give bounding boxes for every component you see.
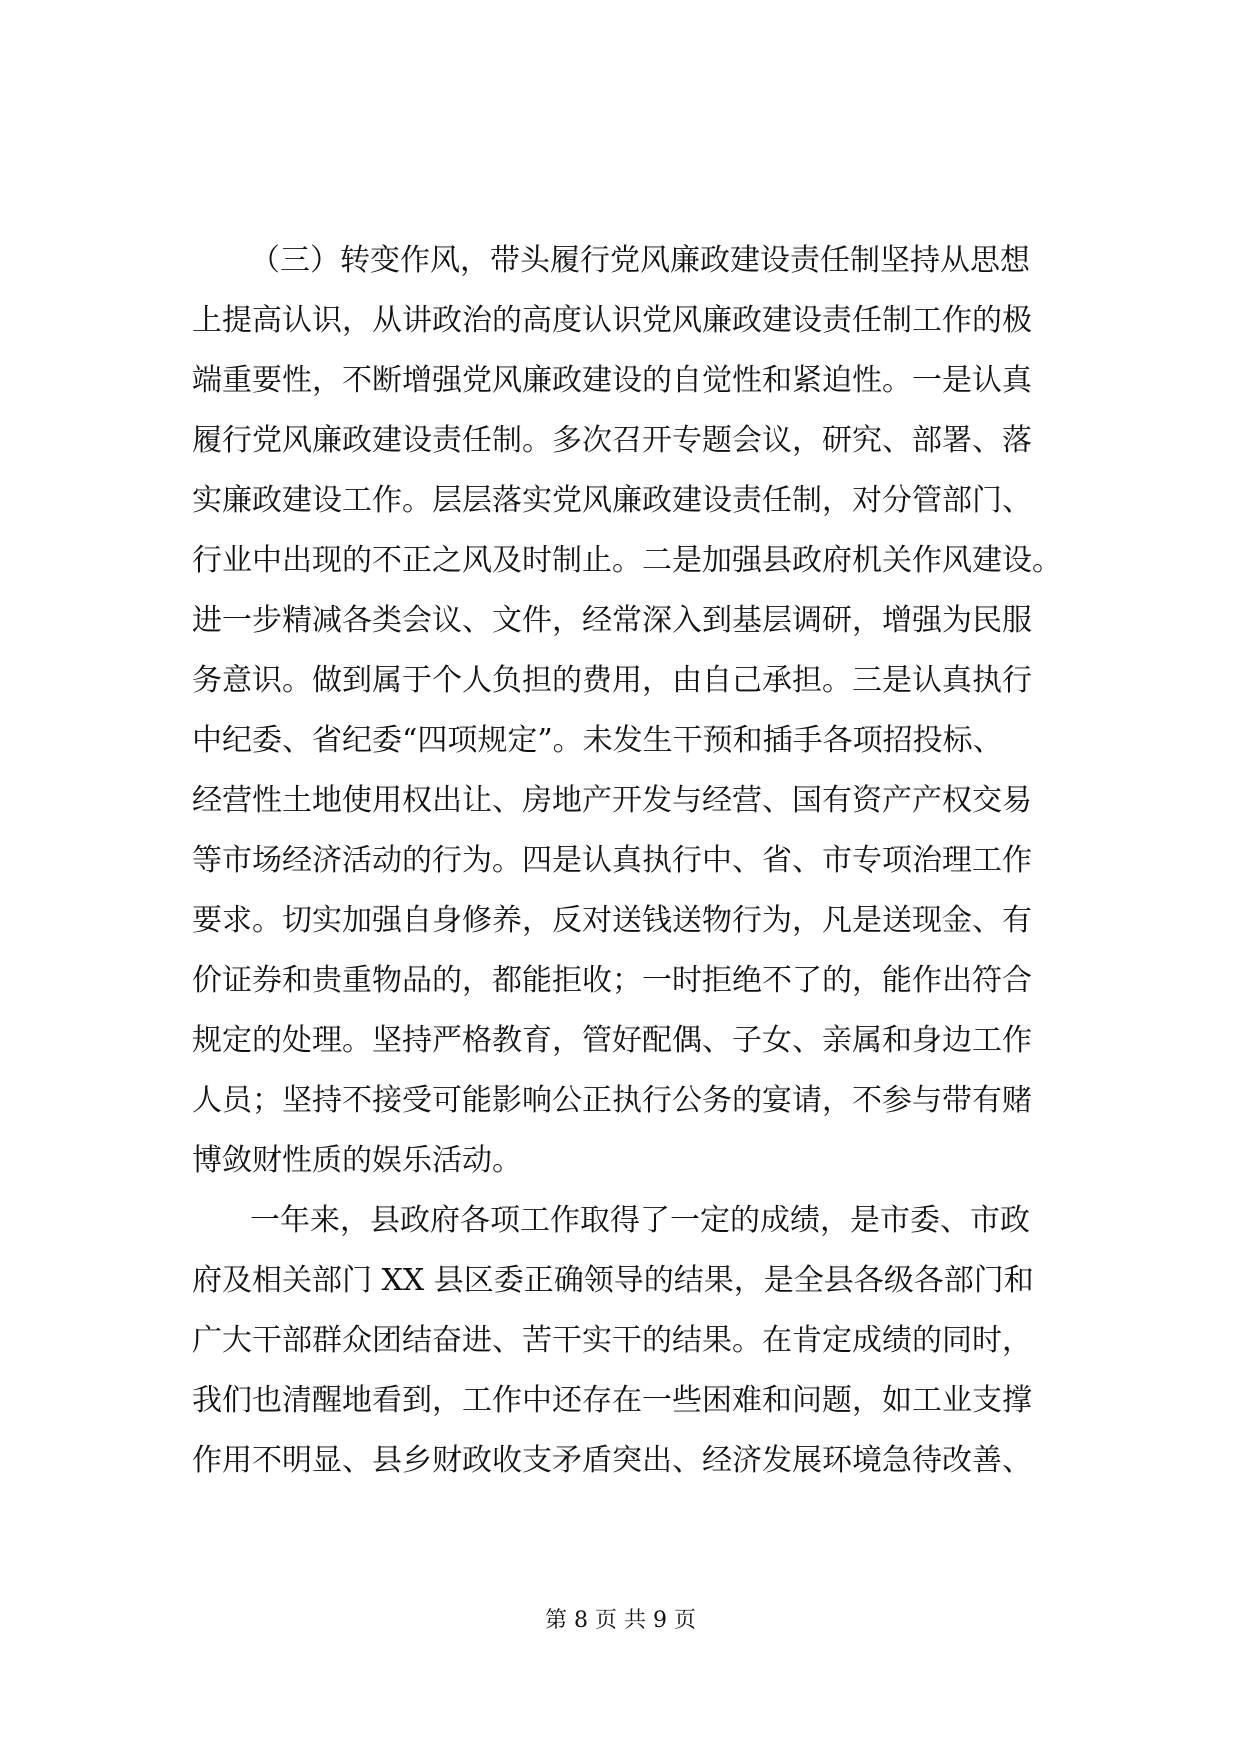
- paragraph-line: 要求。切实加强自身修养，反对送钱送物行为，凡是送现金、有: [192, 903, 1032, 938]
- paragraph-line: 等市场经济活动的行为。四是认真执行中、省、市专项治理工作: [192, 843, 1032, 878]
- paragraph-line: 进一步精减各类会议、文件，经常深入到基层调研，增强为民服: [192, 603, 1032, 638]
- paragraph-line: 行业中出现的不正之风及时制止。二是加强县政府机关作风建设。: [192, 543, 1062, 578]
- paragraph-line: 一年来，县政府各项工作取得了一定的成绩，是市委、市政: [250, 1203, 1030, 1238]
- paragraph-line: 作用不明显、县乡财政收支矛盾突出、经济发展环境急待改善、: [192, 1443, 1032, 1478]
- paragraph-line: 经营性土地使用权出让、房地产开发与经营、国有资产产权交易: [192, 783, 1032, 818]
- paragraph-line: 广大干部群众团结奋进、苦干实干的结果。在肯定成绩的同时，: [192, 1323, 1032, 1358]
- paragraph-line: 博敛财性质的娱乐活动。: [192, 1143, 522, 1178]
- paragraph-line: 价证券和贵重物品的，都能拒收；一时拒绝不了的，能作出符合: [192, 963, 1032, 998]
- paragraph-line: 实廉政建设工作。层层落实党风廉政建设责任制，对分管部门、: [192, 483, 1032, 518]
- paragraph-line: 我们也清醒地看到，工作中还存在一些困难和问题，如工业支撑: [192, 1383, 1032, 1418]
- paragraph-line: （三）转变作风，带头履行党风廉政建设责任制坚持从思想: [250, 243, 1030, 278]
- paragraph-line: 上提高认识，从讲政治的高度认识党风廉政建设责任制工作的极: [192, 303, 1032, 338]
- paragraph-line: 中纪委、省纪委“四项规定”。未发生干预和插手各项招投标、: [192, 723, 1003, 758]
- page-footer: 第 8 页 共 9 页: [545, 1608, 696, 1633]
- paragraph-line: 规定的处理。坚持严格教育，管好配偶、子女、亲属和身边工作: [192, 1023, 1032, 1058]
- paragraph-line: 人员；坚持不接受可能影响公正执行公务的宴请，不参与带有赌: [192, 1083, 1032, 1118]
- paragraph-line: 府及相关部门 XX 县区委正确领导的结果，是全县各级各部门和: [192, 1263, 1034, 1298]
- paragraph-line: 端重要性，不断增强党风廉政建设的自觉性和紧迫性。一是认真: [192, 363, 1032, 398]
- paragraph-line: 履行党风廉政建设责任制。多次召开专题会议，研究、部署、落: [192, 423, 1032, 458]
- paragraph-line: 务意识。做到属于个人负担的费用，由自己承担。三是认真执行: [192, 663, 1032, 698]
